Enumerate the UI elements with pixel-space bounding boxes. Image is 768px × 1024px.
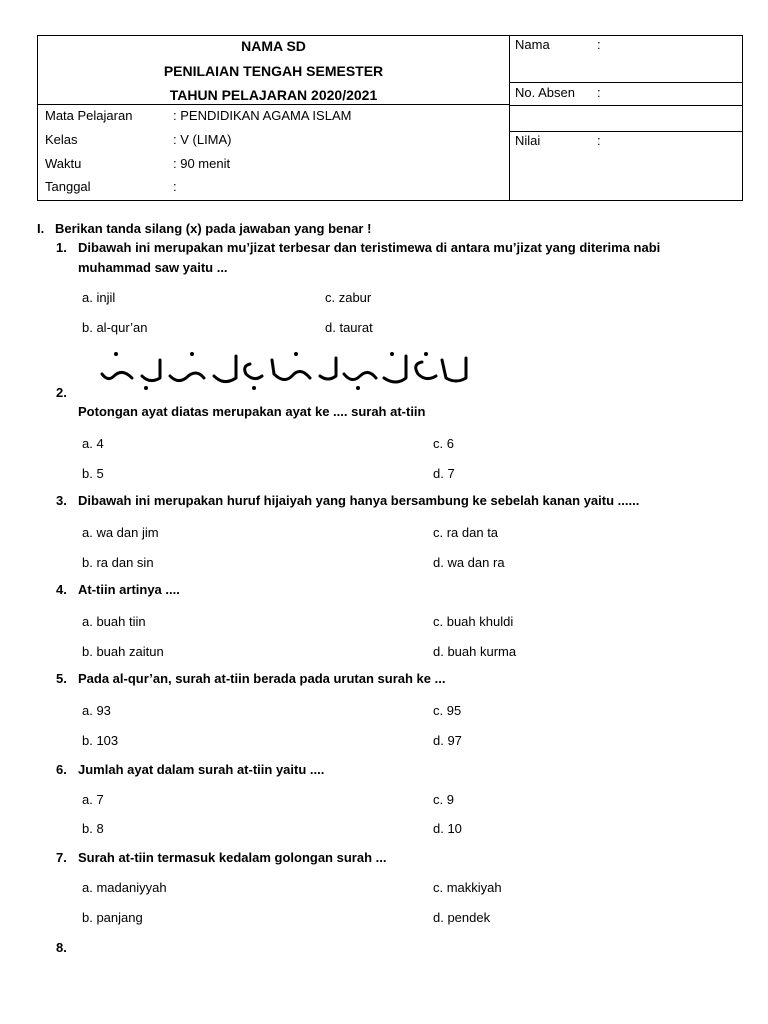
section-number: I. [37,221,45,236]
option-d: d. buah kurma [433,644,517,659]
info-value: : V (LIMA) [173,132,232,147]
option-c: c. 9 [433,792,454,807]
absen-colon: : [597,85,601,100]
option-a: a. madaniyyah [82,880,167,895]
question-text: Surah at-tiin termasuk kedalam golongan surah ... [78,850,387,865]
option-c: c. 95 [433,703,462,718]
option-c: c. 6 [433,436,454,451]
nilai-colon: : [597,133,601,148]
option-d: d. pendek [433,910,491,925]
option-c: c. zabur [325,290,372,305]
info-label: Tanggal [45,179,91,194]
option-b: b. al-qur’an [82,320,148,335]
name-label: Nama [515,37,550,52]
question-text: At-tiin artinya .... [78,582,180,597]
option-c: c. buah khuldi [433,614,514,629]
info-value: : [173,179,177,194]
question-text: Jumlah ayat dalam surah at-tiin yaitu .... [78,762,325,777]
info-value: : 90 menit [173,156,231,171]
question-number: 5. [56,671,67,686]
option-a: a. 4 [82,436,104,451]
option-d: d. taurat [325,320,373,335]
option-d: d. wa dan ra [433,555,505,570]
name-colon: : [597,37,601,52]
question-text: Dibawah ini merupakan mu’jizat terbesar dan teristimewa di antara mu’jizat yang diterima nabi [78,240,661,255]
quran-verse-image [96,348,472,392]
school-name: NAMA SD [241,38,306,54]
info-label: Kelas [45,132,78,147]
option-b: b. buah zaitun [82,644,164,659]
option-b: b. 8 [82,821,104,836]
question-number: 8. [56,940,67,955]
option-d: d. 97 [433,733,462,748]
question-text: Dibawah ini merupakan huruf hijaiyah yang hanya bersambung ke sebelah kanan yaitu ...... [78,493,640,508]
info-label: Mata Pelajaran [45,108,133,123]
option-a: a. buah tiin [82,614,146,629]
info-value: : PENDIDIKAN AGAMA ISLAM [173,108,352,123]
option-b: b. 103 [82,733,119,748]
absen-label: No. Absen [515,85,575,100]
question-number: 6. [56,762,67,777]
option-c: c. makkiyah [433,880,502,895]
option-b: b. panjang [82,910,143,925]
option-b: b. 5 [82,466,104,481]
question-number: 7. [56,850,67,865]
option-a: a. wa dan jim [82,525,159,540]
option-a: a. injil [82,290,116,305]
option-d: d. 10 [433,821,462,836]
option-d: d. 7 [433,466,455,481]
question-number: 1. [56,240,67,255]
option-c: c. ra dan ta [433,525,499,540]
nilai-label: Nilai [515,133,541,148]
question-number: 2. [56,385,67,400]
exam-title: PENILAIAN TENGAH SEMESTER [163,63,384,79]
academic-year: TAHUN PELAJARAN 2020/2021 [169,87,378,103]
question-text: Potongan ayat diatas merupakan ayat ke .... surah at-tiin [78,404,426,419]
option-b: b. ra dan sin [82,555,154,570]
question-number: 3. [56,493,67,508]
option-a: a. 93 [82,703,111,718]
info-label: Waktu [45,156,82,171]
option-a: a. 7 [82,792,104,807]
question-text: Pada al-qur’an, surah at-tiin berada pada urutan surah ke ... [78,671,446,686]
question-number: 4. [56,582,67,597]
section-instruction: Berikan tanda silang (x) pada jawaban yang benar ! [55,221,372,236]
question-text: muhammad saw yaitu ... [78,260,228,275]
